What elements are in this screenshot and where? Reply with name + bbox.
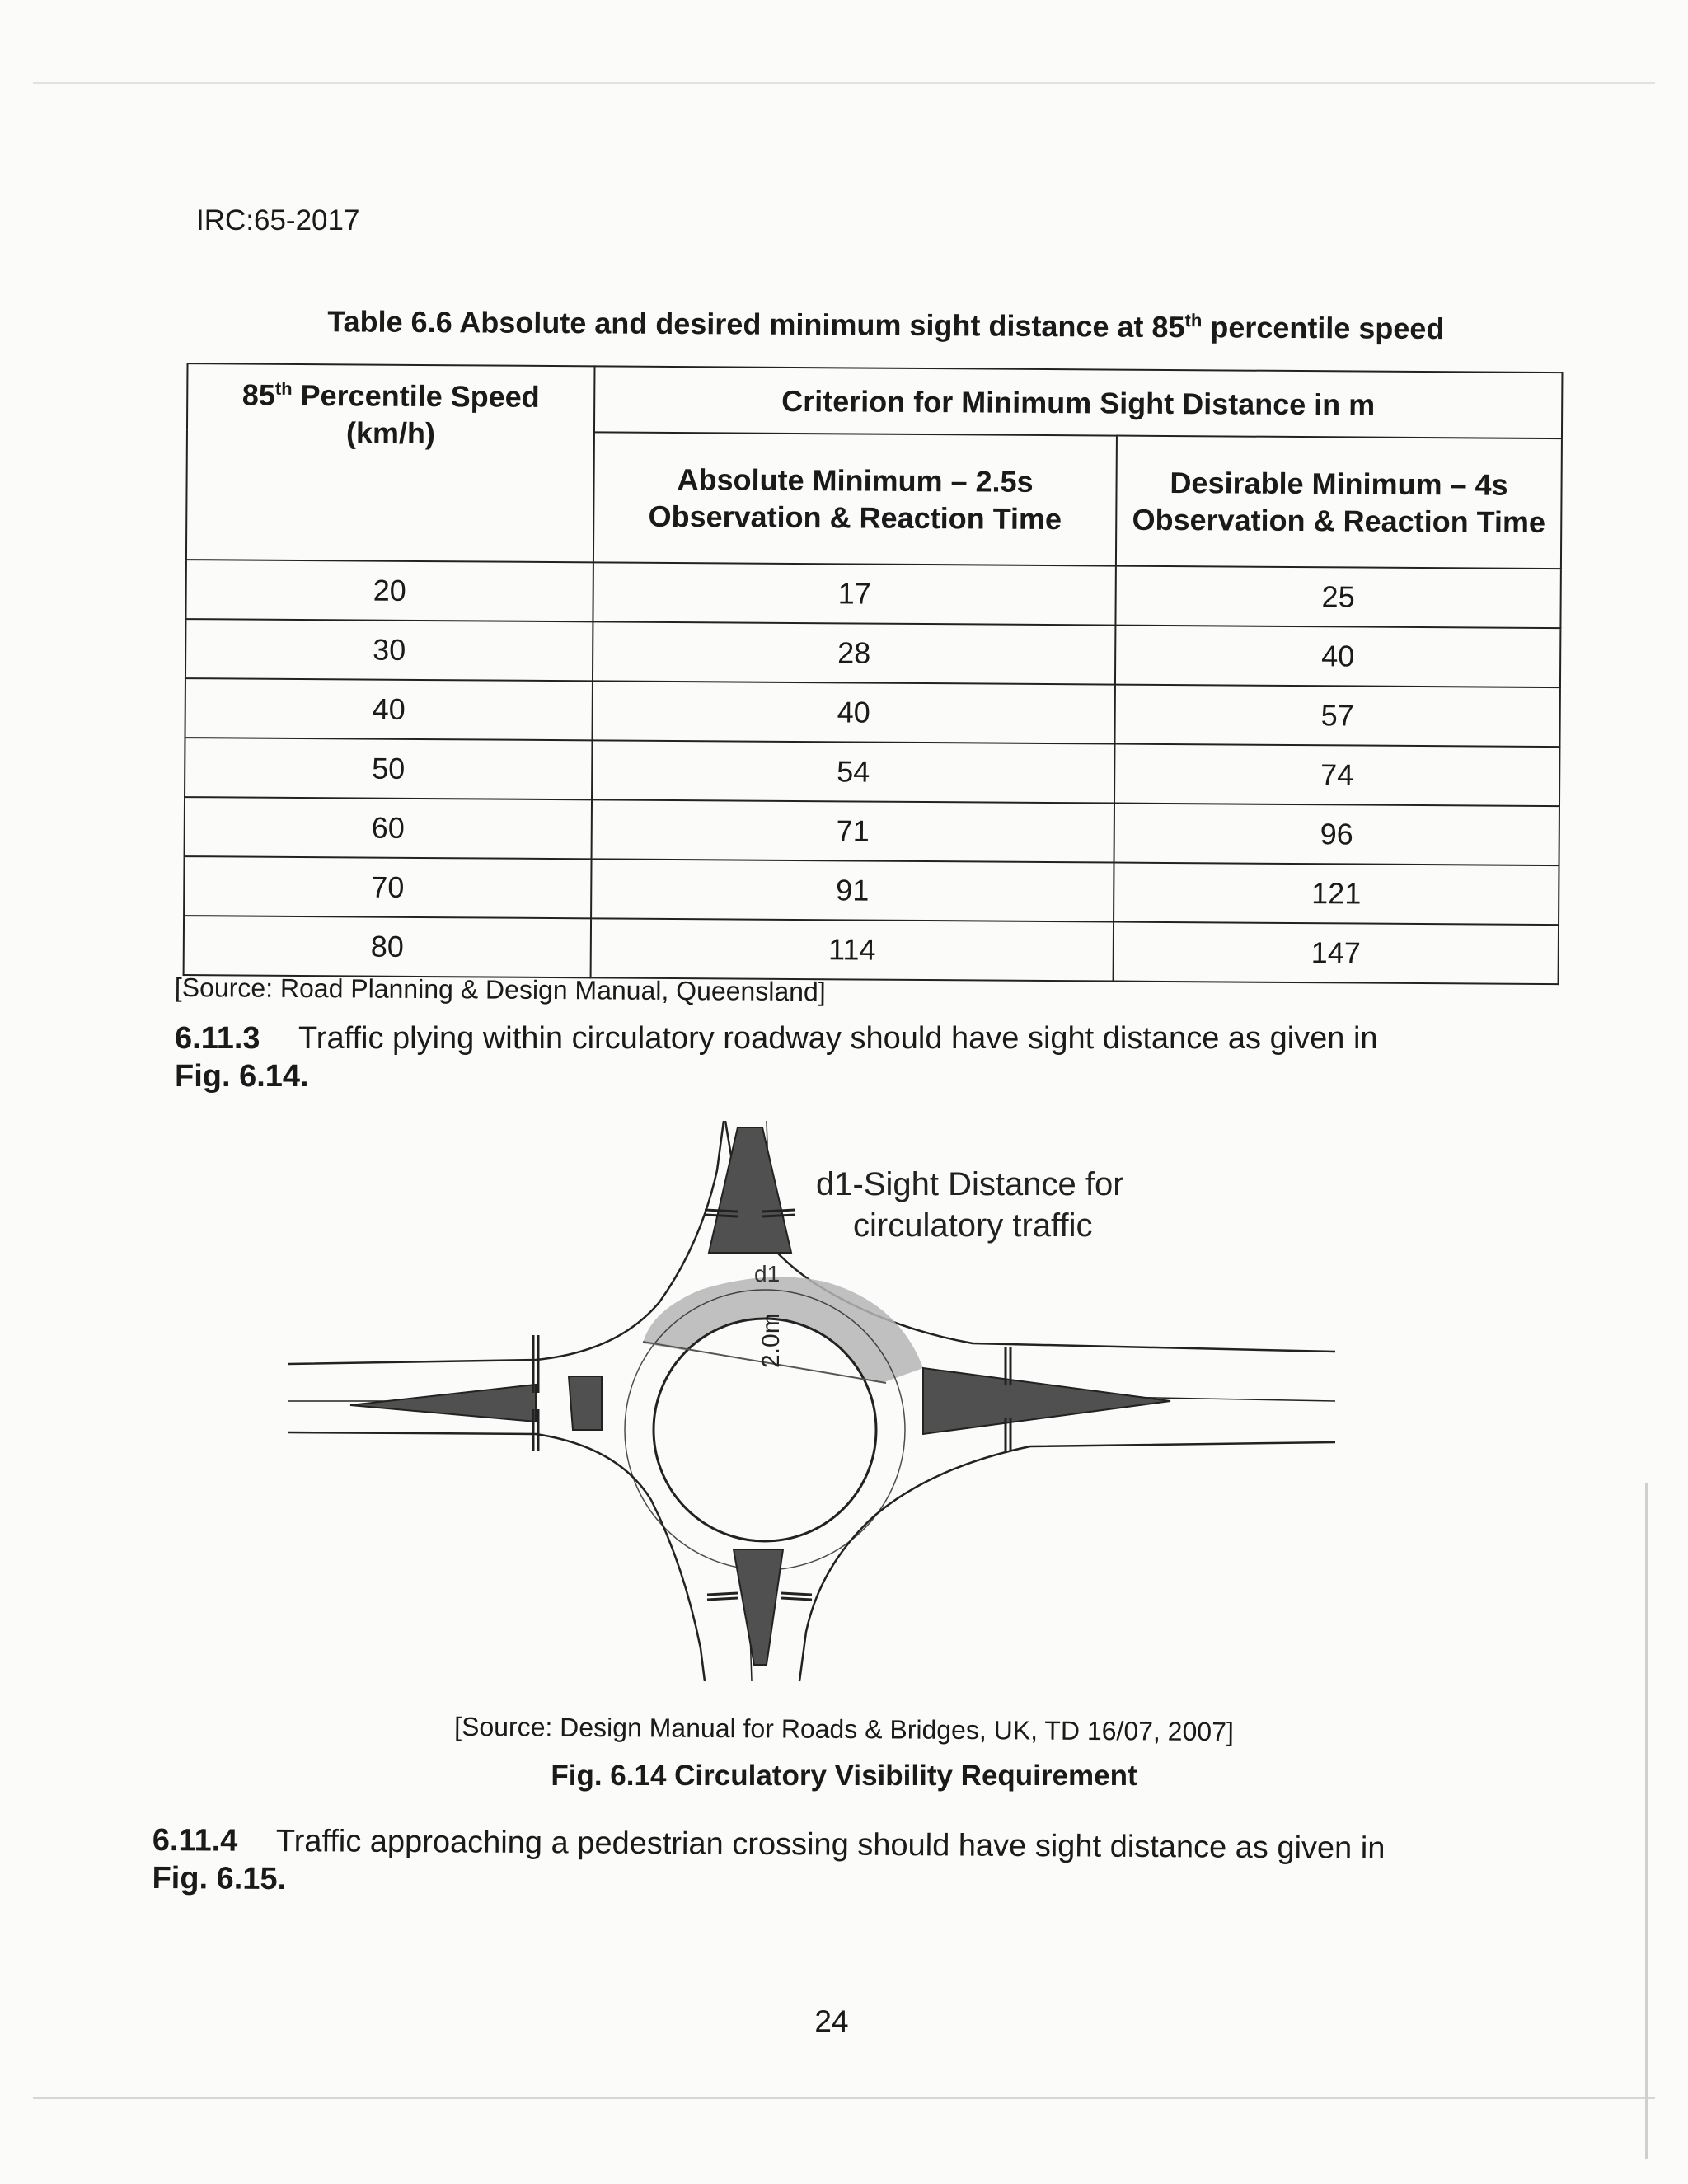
figure-label-line2: circulatory traffic [853,1207,1093,1244]
cell-speed: 50 [185,738,592,799]
table-caption: Table 6.6 Absolute and desired minimum sight distance at 85th percentile speed [327,304,1445,346]
section-number: 6.11.3 [175,1021,260,1056]
cell-desirable-min: 25 [1115,566,1560,629]
table-row [185,560,1560,628]
paragraph-text: Traffic approaching a pedestrian crossing should have sight distance as given in [275,1823,1386,1866]
col-header-speed: 85th Percentile Speed (km/h) [186,363,595,562]
figure-reference: Fig. 6.14. [175,1059,309,1094]
table-row [185,678,1560,747]
page-number: 24 [814,2004,849,2038]
cell-desirable-min: 57 [1114,685,1559,748]
cell-speed: 40 [185,678,593,740]
col-header-absolute: Absolute Minimum – 2.5s Observation & Reaction Time [593,432,1117,565]
cell-absolute-min: 71 [592,799,1114,862]
sight-distance-table [183,363,1564,985]
cell-speed: 20 [185,560,593,621]
cell-desirable-min: 96 [1114,804,1559,866]
cell-absolute-min: 17 [593,562,1115,625]
paragraph-6-11-3 [175,1019,1576,1095]
dimension-label: 2.0m [757,1313,785,1368]
cell-speed: 80 [184,916,591,977]
cell-absolute-min: 114 [591,918,1114,981]
cell-absolute-min: 28 [593,621,1115,684]
figure-source: [Source: Design Manual for Roads & Bridges, UK, TD 16/07, 2007] [454,1711,1234,1747]
cell-speed: 60 [185,797,592,859]
paragraph-text: Traffic plying within circulatory roadway should have sight distance as given in [298,1021,1378,1056]
table-source: [Source: Road Planning & Design Manual, Queensland] [174,972,826,1007]
sight-distance-table-block [173,303,1570,985]
cell-speed: 70 [184,856,591,918]
table-row [185,738,1559,806]
scan-edge-right [1645,1483,1648,2159]
cell-absolute-min: 40 [592,681,1114,743]
document-id: IRC:65-2017 [196,204,360,237]
table-row [185,619,1560,687]
table-row [185,797,1559,865]
cell-absolute-min: 54 [592,740,1114,803]
cell-absolute-min: 91 [591,859,1114,921]
col-group-header: Criterion for Minimum Sight Distance in m [594,366,1563,438]
d1-label: d1 [754,1261,781,1286]
col-header-desirable: Desirable Minimum – 4s Observation & Reaction Time [1116,436,1562,569]
figure-caption: Fig. 6.14 Circulatory Visibility Requirement [551,1760,1137,1792]
cell-desirable-min: 40 [1115,626,1560,688]
figure-reference: Fig. 6.15. [152,1860,287,1897]
paragraph-6-11-4 [152,1821,1570,1906]
scan-edge-top [33,82,1655,84]
section-number: 6.11.4 [152,1823,238,1858]
roundabout-diagram [288,1121,1376,1698]
figure-label-line1: d1-Sight Distance for [816,1166,1124,1202]
table-row [184,856,1559,925]
cell-speed: 30 [185,619,593,681]
scan-edge-bottom [33,2097,1655,2099]
cell-desirable-min: 74 [1114,744,1559,807]
cell-desirable-min: 147 [1114,922,1559,985]
table-body [184,560,1561,984]
cell-desirable-min: 121 [1114,863,1559,926]
